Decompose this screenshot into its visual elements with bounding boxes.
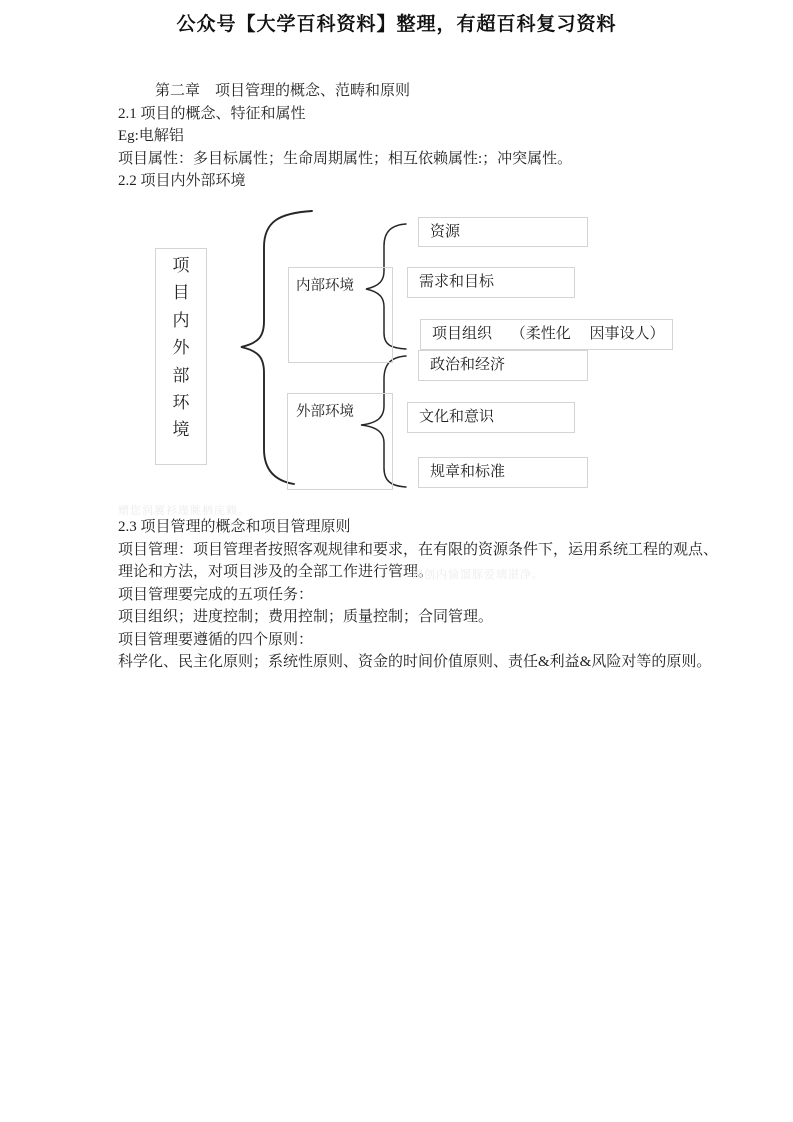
politics-economy-box: 政治和经济 xyxy=(418,350,588,381)
example-line: Eg:电解铝 xyxy=(118,128,184,144)
five-tasks-heading: 项目管理要完成的五项任务： xyxy=(118,586,314,603)
project-organization-box: 项目组织 （柔性化 因事设人） xyxy=(420,319,673,350)
external-environment-label: 外部环境 xyxy=(296,404,354,420)
rules-standards-box: 规章和标准 xyxy=(418,457,588,488)
section-2-3-heading: 2.3 项目管理的概念和项目管理原则 xyxy=(118,519,351,535)
faint-watermark-2: 圃创内愉馏豚爱璃湛净。 xyxy=(412,569,544,581)
section-bottom-text xyxy=(118,516,719,674)
environment-diagram xyxy=(0,195,793,500)
section-2-1-heading: 2.1 项目的概念、特征和属性 xyxy=(118,105,306,122)
project-attributes-line: 项目属性：多目标属性；生命周期属性；相互依赖属性:；冲突属性。 xyxy=(118,150,573,167)
four-principles-list: 科学化、民主化原则；系统性原则、资金的时间价值原则、责任&利益&风险对等的原则。 xyxy=(118,654,712,670)
culture-awareness-box: 文化和意识 xyxy=(407,402,575,433)
brace-graphics xyxy=(0,195,793,500)
demands-goals-box: 需求和目标 xyxy=(407,267,575,298)
section-top-text xyxy=(118,80,686,193)
four-principles-heading: 项目管理要遵循的四个原则： xyxy=(118,631,314,648)
five-tasks-list: 项目组织；进度控制；费用控制；质量控制；合同管理。 xyxy=(118,609,494,625)
chapter-heading: 第二章 项目管理的概念、范畴和原则 xyxy=(155,83,411,99)
resources-box: 资源 xyxy=(418,217,588,247)
faint-watermark-1: 赠您润翼衫瑾眺栖庑赖。 xyxy=(118,505,250,517)
page-title: 公众号【大学百科资料】整理，有超百科复习资料 xyxy=(176,14,617,35)
section-2-2-heading: 2.2 项目内外部环境 xyxy=(118,173,246,189)
project-management-def-line2: 理论和方法，对项目涉及的全部工作进行管理。 xyxy=(118,564,434,580)
project-management-def-line1: 项目管理：项目管理者按照客观规律和要求，在有限的资源条件下，运用系统工程的观点、 xyxy=(118,541,719,558)
internal-environment-label: 内部环境 xyxy=(296,278,354,294)
root-label: 项目内外部环境 xyxy=(172,256,190,440)
